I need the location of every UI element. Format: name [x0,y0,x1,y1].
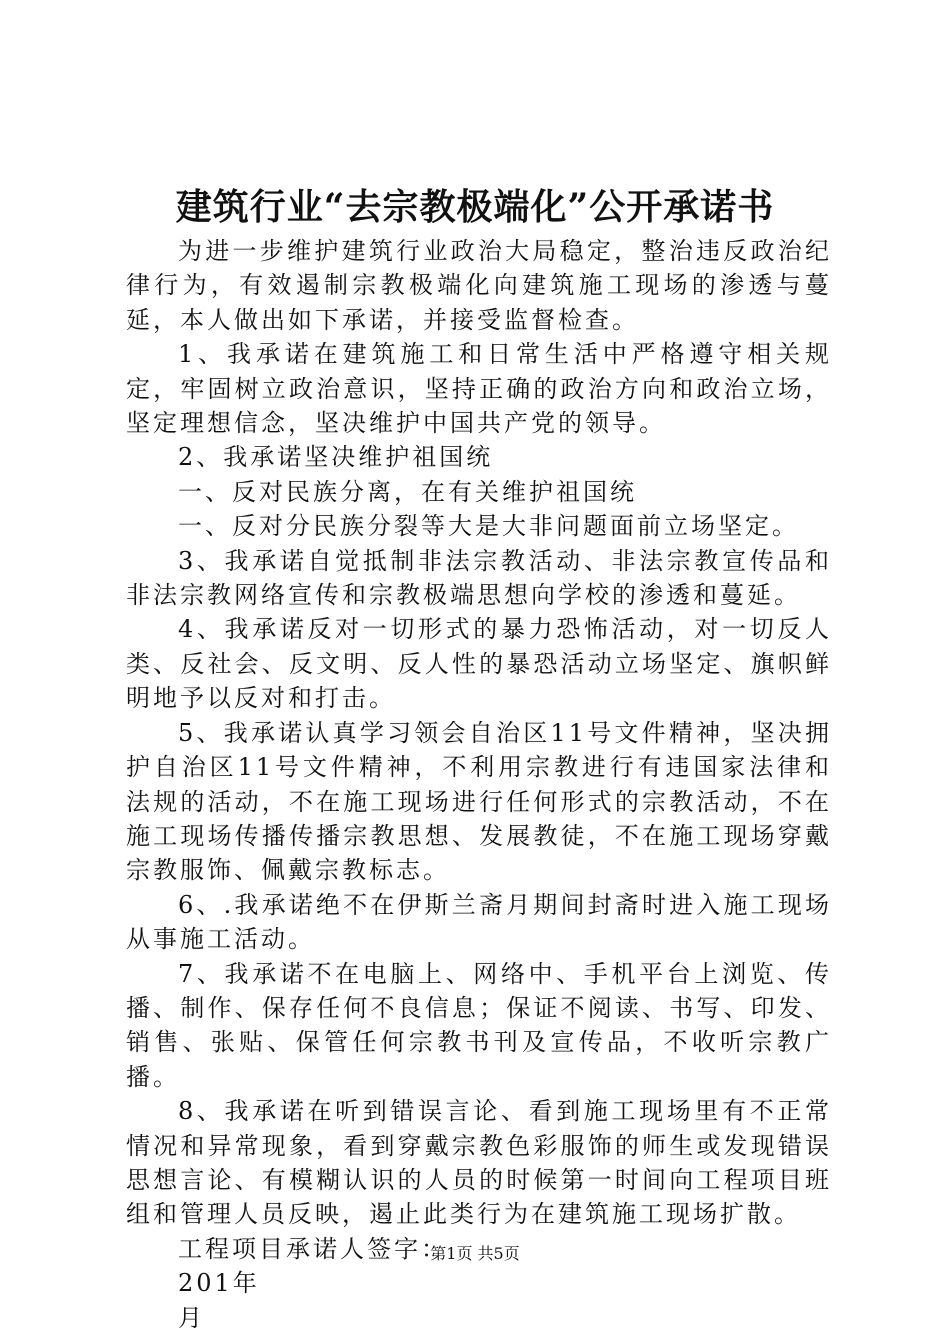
page-footer: 第1页 共5页 [430,1244,520,1263]
pledge-item-7: 7、我承诺不在电脑上、网络中、手机平台上浏览、传播、制作、保存任何不良信息；保证不阅读、书写、印发、销售、张贴、保管任何宗教书刊及宣传品，不收听宗教广播。 [126,959,832,1091]
pledge-item-4: 4、我承诺反对一切形式的暴力恐怖活动，对一切反人类、反社会、反文明、反人性的暴恐活动立场坚定、旗帜鲜明地予以反对和打击。 [126,615,832,713]
pledge-item-8: 8、我承诺在听到错误言论、看到施工现场里有不正常情况和异常现象，看到穿戴宗教色彩服饰的师生或发现错误思想言论、有模糊认识的人员的时候第一时间向工程项目班组和管理人员反映，遏止此类行为在建筑施工现场扩散。 [126,1097,832,1229]
date-year: 201年 [178,1269,260,1298]
pledge-item-3: 3、我承诺自觉抵制非法宗教活动、非法宗教宣传品和非法宗教网络宣传和宗教极端思想向学校的渗透和蔓延。 [126,546,832,610]
pledge-item-5: 5、我承诺认真学习领会自治区11号文件精神，坚决拥护自治区11号文件精神，不利用宗教进行有违国家法律和法规的活动，不在施工现场进行任何形式的宗教活动，不在施工现场传播传播宗教思想、发展教徒，不在施工现场穿戴宗教服饰、佩戴宗教标志。 [126,718,832,885]
pledge-item-2-line-2: 一、反对民族分离，在有关维护祖国统 [178,477,637,506]
pledge-item-1: 1、我承诺在建筑施工和日常生活中严格遵守相关规定，牢固树立政治意识，坚持正确的政治方向和政治立场，坚定理想信念，坚决维护中国共产党的领导。 [126,340,832,438]
pledge-item-2: 2、我承诺坚决维护祖国统 [178,443,494,472]
document-title: 建筑行业“去宗教极端化”公开承诺书 [175,186,775,228]
signature-label: 工程项目承诺人签字： [178,1234,448,1263]
pledge-item-6: 6、.我承诺绝不在伊斯兰斋月期间封斋时进入施工现场从事施工活动。 [126,890,832,954]
pledge-item-2-line-3: 一、反对分民族分裂等大是大非问题面前立场坚定。 [178,512,799,541]
intro-paragraph: 为进一步维护建筑行业政治大局稳定，整治违反政治纪律行为，有效遏制宗教极端化向建筑施工现场的渗透与蔓延，本人做出如下承诺，并接受监督检查。 [126,237,832,334]
date-month: 月 [178,1303,205,1332]
document-body [126,234,832,1335]
